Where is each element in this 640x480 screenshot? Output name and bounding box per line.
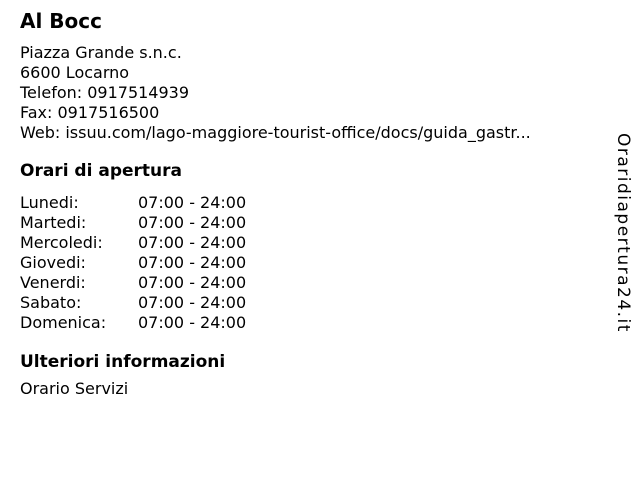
day-label: Venerdi: [20,273,86,292]
day-label: Lunedi: [20,193,79,212]
day-label: Martedi: [20,213,87,232]
contact-info [20,43,531,143]
time-value: 07:00 - 24:00 [138,193,247,212]
hours-row-lunedi [20,193,246,213]
day-label: Domenica: [20,313,107,332]
hours-row-sabato [20,293,246,313]
hours-row-martedi [20,213,246,233]
day-label: Giovedi: [20,253,86,272]
time-value: 07:00 - 24:00 [138,273,247,292]
hours-row-giovedi [20,253,246,273]
address-line-1: Piazza Grande s.n.c. [20,43,182,62]
time-value: 07:00 - 24:00 [138,293,247,312]
time-value: 07:00 - 24:00 [138,213,247,232]
day-label: Mercoledi: [20,233,103,252]
time-value: 07:00 - 24:00 [138,253,247,272]
day-label: Sabato: [20,293,82,312]
time-value: 07:00 - 24:00 [138,233,247,252]
web-line: Web: issuu.com/lago-maggiore-tourist-office/docs/guida_gastr... [20,123,531,142]
fax-line: Fax: 0917516500 [20,103,160,122]
additional-info-heading: Ulteriori informazioni [20,352,226,372]
site-watermark: Oraridiapertura24.it [613,133,633,333]
phone-line: Telefon: 0917514939 [20,83,190,102]
address-line-2: 6600 Locarno [20,63,130,82]
hours-row-domenica [20,313,246,333]
hours-row-venerdi [20,273,246,293]
opening-hours-heading: Orari di apertura [20,161,182,181]
hours-row-mercoledi [20,233,246,253]
opening-hours-table [20,193,246,333]
time-value: 07:00 - 24:00 [138,313,247,332]
additional-info-text: Orario Servizi [20,379,129,398]
page-title: Al Bocc [20,9,102,33]
